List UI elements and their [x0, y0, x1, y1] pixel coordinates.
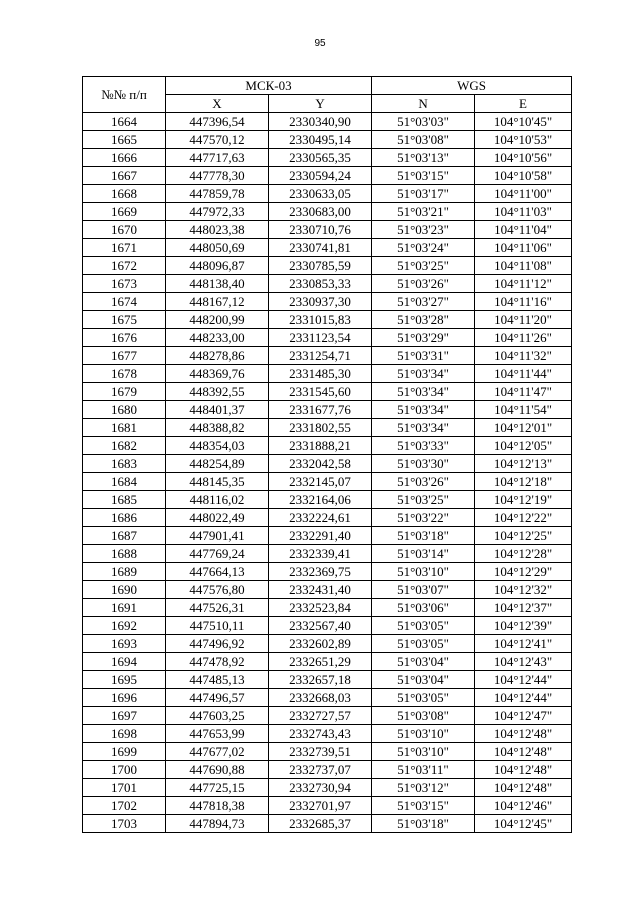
cell-n: 51°03'33": [372, 437, 475, 455]
cell-x: 447778,30: [166, 167, 269, 185]
cell-num: 1668: [83, 185, 166, 203]
cell-e: 104°10'56": [475, 149, 572, 167]
table-row: [83, 149, 572, 167]
cell-num: 1693: [83, 635, 166, 653]
cell-num: 1690: [83, 581, 166, 599]
cell-e: 104°10'45": [475, 113, 572, 131]
cell-e: 104°11'03": [475, 203, 572, 221]
cell-y: 2330594,24: [269, 167, 372, 185]
cell-num: 1701: [83, 779, 166, 797]
cell-num: 1686: [83, 509, 166, 527]
cell-n: 51°03'10": [372, 563, 475, 581]
cell-x: 447717,63: [166, 149, 269, 167]
cell-num: 1703: [83, 815, 166, 833]
cell-e: 104°11'04": [475, 221, 572, 239]
cell-num: 1675: [83, 311, 166, 329]
table-row: [83, 113, 572, 131]
cell-e: 104°11'06": [475, 239, 572, 257]
table-row: [83, 599, 572, 617]
cell-n: 51°03'34": [372, 365, 475, 383]
cell-num: 1684: [83, 473, 166, 491]
cell-num: 1677: [83, 347, 166, 365]
cell-x: 447653,99: [166, 725, 269, 743]
cell-x: 447901,41: [166, 527, 269, 545]
cell-x: 448145,35: [166, 473, 269, 491]
cell-num: 1698: [83, 725, 166, 743]
cell-e: 104°12'48": [475, 761, 572, 779]
cell-num: 1678: [83, 365, 166, 383]
header-e: E: [475, 95, 572, 113]
cell-y: 2331545,60: [269, 383, 372, 401]
table-row: [83, 383, 572, 401]
cell-y: 2332523,84: [269, 599, 372, 617]
table-row: [83, 239, 572, 257]
cell-x: 447496,92: [166, 635, 269, 653]
cell-e: 104°12'13": [475, 455, 572, 473]
cell-x: 448116,02: [166, 491, 269, 509]
cell-n: 51°03'28": [372, 311, 475, 329]
cell-num: 1692: [83, 617, 166, 635]
cell-n: 51°03'07": [372, 581, 475, 599]
table-row: [83, 707, 572, 725]
table-row: [83, 797, 572, 815]
cell-num: 1674: [83, 293, 166, 311]
cell-x: 447769,24: [166, 545, 269, 563]
table-row: [83, 293, 572, 311]
table-body: [83, 113, 572, 833]
cell-num: 1688: [83, 545, 166, 563]
table-row: [83, 347, 572, 365]
cell-e: 104°12'37": [475, 599, 572, 617]
cell-n: 51°03'17": [372, 185, 475, 203]
cell-x: 448138,40: [166, 275, 269, 293]
cell-n: 51°03'08": [372, 131, 475, 149]
cell-y: 2330565,35: [269, 149, 372, 167]
table-row: [83, 527, 572, 545]
cell-n: 51°03'23": [372, 221, 475, 239]
cell-e: 104°11'47": [475, 383, 572, 401]
cell-x: 447859,78: [166, 185, 269, 203]
cell-e: 104°11'08": [475, 257, 572, 275]
cell-e: 104°12'01": [475, 419, 572, 437]
table-row: [83, 275, 572, 293]
cell-n: 51°03'26": [372, 275, 475, 293]
cell-n: 51°03'05": [372, 689, 475, 707]
cell-y: 2330937,30: [269, 293, 372, 311]
cell-x: 448388,82: [166, 419, 269, 437]
cell-y: 2330741,81: [269, 239, 372, 257]
cell-y: 2332730,94: [269, 779, 372, 797]
cell-y: 2330785,59: [269, 257, 372, 275]
cell-n: 51°03'25": [372, 491, 475, 509]
cell-n: 51°03'29": [372, 329, 475, 347]
cell-x: 448401,37: [166, 401, 269, 419]
cell-num: 1669: [83, 203, 166, 221]
cell-n: 51°03'10": [372, 743, 475, 761]
cell-e: 104°12'46": [475, 797, 572, 815]
cell-y: 2331888,21: [269, 437, 372, 455]
cell-x: 447972,33: [166, 203, 269, 221]
table-row: [83, 473, 572, 491]
cell-y: 2332291,40: [269, 527, 372, 545]
cell-num: 1687: [83, 527, 166, 545]
cell-y: 2332701,97: [269, 797, 372, 815]
cell-x: 448096,87: [166, 257, 269, 275]
cell-num: 1676: [83, 329, 166, 347]
cell-y: 2330340,90: [269, 113, 372, 131]
cell-num: 1691: [83, 599, 166, 617]
cell-x: 448022,49: [166, 509, 269, 527]
table-row: [83, 671, 572, 689]
cell-x: 448278,86: [166, 347, 269, 365]
cell-x: 447510,11: [166, 617, 269, 635]
cell-y: 2331123,54: [269, 329, 372, 347]
cell-num: 1664: [83, 113, 166, 131]
cell-y: 2332668,03: [269, 689, 372, 707]
cell-n: 51°03'15": [372, 167, 475, 185]
header-num: №№ п/п: [83, 77, 166, 113]
cell-y: 2332651,29: [269, 653, 372, 671]
cell-x: 447396,54: [166, 113, 269, 131]
cell-n: 51°03'26": [372, 473, 475, 491]
table-row: [83, 491, 572, 509]
cell-y: 2330495,14: [269, 131, 372, 149]
table-row: [83, 167, 572, 185]
cell-n: 51°03'12": [372, 779, 475, 797]
cell-n: 51°03'21": [372, 203, 475, 221]
cell-x: 447526,31: [166, 599, 269, 617]
cell-e: 104°11'54": [475, 401, 572, 419]
cell-n: 51°03'24": [372, 239, 475, 257]
page-number: 95: [314, 38, 326, 49]
table-row: [83, 725, 572, 743]
table-row: [83, 653, 572, 671]
cell-x: 448369,76: [166, 365, 269, 383]
cell-n: 51°03'05": [372, 617, 475, 635]
cell-x: 447818,38: [166, 797, 269, 815]
cell-y: 2332739,51: [269, 743, 372, 761]
coordinates-table: [82, 76, 572, 833]
cell-e: 104°11'26": [475, 329, 572, 347]
cell-y: 2330853,33: [269, 275, 372, 293]
table-row: [83, 185, 572, 203]
cell-num: 1702: [83, 797, 166, 815]
cell-e: 104°12'48": [475, 725, 572, 743]
cell-n: 51°03'30": [372, 455, 475, 473]
cell-y: 2330710,76: [269, 221, 372, 239]
cell-e: 104°12'44": [475, 689, 572, 707]
table-row: [83, 743, 572, 761]
header-n: N: [372, 95, 475, 113]
header-row-groups: [83, 77, 572, 95]
cell-y: 2331677,76: [269, 401, 372, 419]
cell-n: 51°03'18": [372, 815, 475, 833]
table-row: [83, 581, 572, 599]
table-row: [83, 635, 572, 653]
header-x: X: [166, 95, 269, 113]
cell-y: 2331485,30: [269, 365, 372, 383]
cell-e: 104°12'32": [475, 581, 572, 599]
cell-num: 1667: [83, 167, 166, 185]
cell-y: 2332145,07: [269, 473, 372, 491]
cell-y: 2330683,00: [269, 203, 372, 221]
cell-x: 447496,57: [166, 689, 269, 707]
table-row: [83, 563, 572, 581]
header-y: Y: [269, 95, 372, 113]
cell-n: 51°03'04": [372, 653, 475, 671]
cell-e: 104°12'45": [475, 815, 572, 833]
cell-n: 51°03'22": [372, 509, 475, 527]
cell-x: 447485,13: [166, 671, 269, 689]
cell-y: 2332431,40: [269, 581, 372, 599]
cell-x: 447570,12: [166, 131, 269, 149]
cell-n: 51°03'03": [372, 113, 475, 131]
cell-n: 51°03'08": [372, 707, 475, 725]
cell-num: 1699: [83, 743, 166, 761]
cell-y: 2332224,61: [269, 509, 372, 527]
cell-e: 104°12'19": [475, 491, 572, 509]
table-row: [83, 779, 572, 797]
cell-e: 104°12'22": [475, 509, 572, 527]
table-row: [83, 419, 572, 437]
table-row: [83, 131, 572, 149]
cell-n: 51°03'06": [372, 599, 475, 617]
cell-y: 2332737,07: [269, 761, 372, 779]
cell-n: 51°03'13": [372, 149, 475, 167]
header-group-msk: МСК-03: [166, 77, 372, 95]
cell-num: 1681: [83, 419, 166, 437]
cell-n: 51°03'31": [372, 347, 475, 365]
cell-e: 104°12'05": [475, 437, 572, 455]
cell-e: 104°12'44": [475, 671, 572, 689]
cell-num: 1685: [83, 491, 166, 509]
cell-x: 447690,88: [166, 761, 269, 779]
cell-num: 1682: [83, 437, 166, 455]
cell-x: 447664,13: [166, 563, 269, 581]
cell-y: 2332369,75: [269, 563, 372, 581]
cell-x: 447725,15: [166, 779, 269, 797]
cell-n: 51°03'05": [372, 635, 475, 653]
cell-x: 448023,38: [166, 221, 269, 239]
table-row: [83, 365, 572, 383]
cell-y: 2332042,58: [269, 455, 372, 473]
cell-x: 447894,73: [166, 815, 269, 833]
cell-e: 104°12'18": [475, 473, 572, 491]
cell-e: 104°12'25": [475, 527, 572, 545]
cell-x: 448392,55: [166, 383, 269, 401]
cell-num: 1697: [83, 707, 166, 725]
cell-y: 2331254,71: [269, 347, 372, 365]
cell-num: 1680: [83, 401, 166, 419]
cell-num: 1671: [83, 239, 166, 257]
cell-num: 1700: [83, 761, 166, 779]
table-row: [83, 257, 572, 275]
cell-e: 104°12'41": [475, 635, 572, 653]
cell-e: 104°11'44": [475, 365, 572, 383]
cell-e: 104°12'48": [475, 779, 572, 797]
cell-num: 1672: [83, 257, 166, 275]
table-row: [83, 401, 572, 419]
cell-e: 104°11'12": [475, 275, 572, 293]
cell-num: 1679: [83, 383, 166, 401]
cell-n: 51°03'27": [372, 293, 475, 311]
cell-e: 104°10'53": [475, 131, 572, 149]
cell-e: 104°11'20": [475, 311, 572, 329]
cell-num: 1666: [83, 149, 166, 167]
cell-e: 104°12'47": [475, 707, 572, 725]
table-row: [83, 221, 572, 239]
cell-x: 448200,99: [166, 311, 269, 329]
cell-e: 104°12'43": [475, 653, 572, 671]
cell-y: 2331015,83: [269, 311, 372, 329]
cell-num: 1695: [83, 671, 166, 689]
cell-y: 2332685,37: [269, 815, 372, 833]
cell-y: 2332567,40: [269, 617, 372, 635]
cell-n: 51°03'34": [372, 401, 475, 419]
cell-x: 448354,03: [166, 437, 269, 455]
cell-num: 1683: [83, 455, 166, 473]
cell-x: 448254,89: [166, 455, 269, 473]
header-group-wgs: WGS: [372, 77, 572, 95]
table-row: [83, 617, 572, 635]
cell-y: 2332743,43: [269, 725, 372, 743]
cell-e: 104°12'48": [475, 743, 572, 761]
cell-n: 51°03'18": [372, 527, 475, 545]
cell-e: 104°11'32": [475, 347, 572, 365]
cell-e: 104°12'28": [475, 545, 572, 563]
cell-n: 51°03'10": [372, 725, 475, 743]
cell-y: 2332727,57: [269, 707, 372, 725]
cell-e: 104°12'29": [475, 563, 572, 581]
cell-x: 448050,69: [166, 239, 269, 257]
cell-x: 448233,00: [166, 329, 269, 347]
table-row: [83, 815, 572, 833]
cell-num: 1696: [83, 689, 166, 707]
cell-n: 51°03'25": [372, 257, 475, 275]
cell-n: 51°03'04": [372, 671, 475, 689]
table-row: [83, 761, 572, 779]
cell-num: 1694: [83, 653, 166, 671]
cell-x: 447603,25: [166, 707, 269, 725]
table-row: [83, 509, 572, 527]
table-row: [83, 329, 572, 347]
cell-num: 1670: [83, 221, 166, 239]
table-row: [83, 689, 572, 707]
cell-x: 447576,80: [166, 581, 269, 599]
cell-x: 447478,92: [166, 653, 269, 671]
cell-num: 1689: [83, 563, 166, 581]
cell-e: 104°10'58": [475, 167, 572, 185]
cell-y: 2332339,41: [269, 545, 372, 563]
cell-num: 1665: [83, 131, 166, 149]
cell-n: 51°03'15": [372, 797, 475, 815]
cell-n: 51°03'34": [372, 383, 475, 401]
cell-n: 51°03'34": [372, 419, 475, 437]
cell-n: 51°03'11": [372, 761, 475, 779]
cell-y: 2331802,55: [269, 419, 372, 437]
cell-x: 447677,02: [166, 743, 269, 761]
table-row: [83, 437, 572, 455]
table-row: [83, 455, 572, 473]
cell-num: 1673: [83, 275, 166, 293]
cell-x: 448167,12: [166, 293, 269, 311]
cell-y: 2332164,06: [269, 491, 372, 509]
cell-n: 51°03'14": [372, 545, 475, 563]
cell-y: 2330633,05: [269, 185, 372, 203]
table-row: [83, 311, 572, 329]
table-row: [83, 545, 572, 563]
cell-y: 2332602,89: [269, 635, 372, 653]
table-header: [83, 77, 572, 113]
cell-e: 104°11'16": [475, 293, 572, 311]
cell-y: 2332657,18: [269, 671, 372, 689]
cell-e: 104°12'39": [475, 617, 572, 635]
table-row: [83, 203, 572, 221]
cell-e: 104°11'00": [475, 185, 572, 203]
